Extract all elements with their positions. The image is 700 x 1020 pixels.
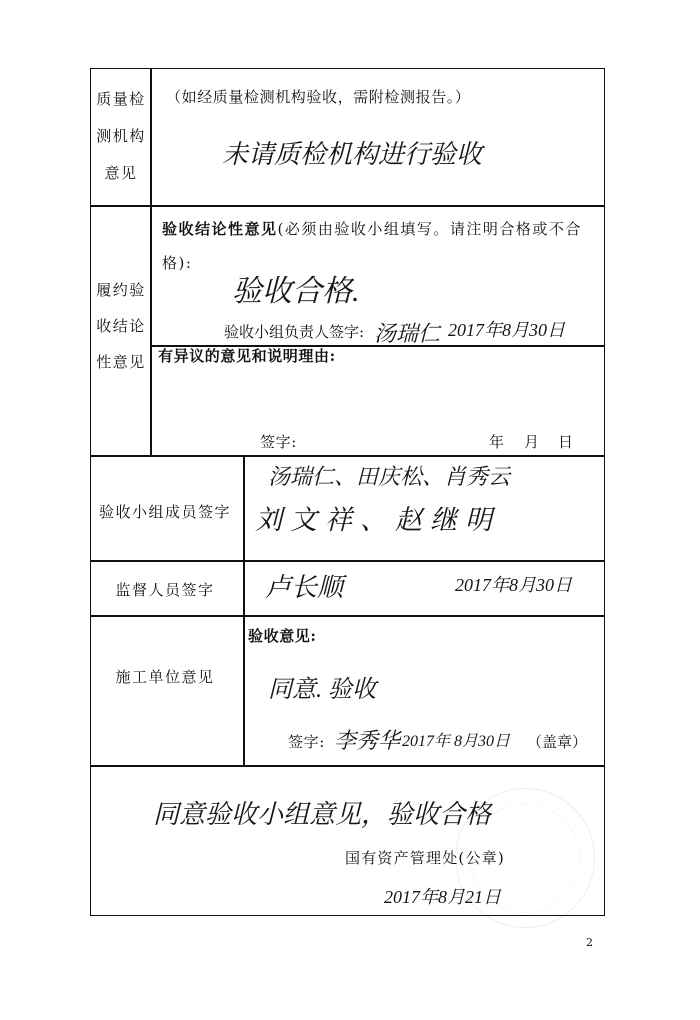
supervisor-date: 2017年8月30日 <box>455 575 572 595</box>
quality-inspection-handwritten-opinion: 未请质检机构进行验收 <box>222 140 483 169</box>
conclusion-handwritten-opinion: 验收合格. <box>232 275 360 308</box>
leader-signature: 汤瑞仁 <box>374 321 441 346</box>
objection-sign-label: 签字: <box>260 433 297 451</box>
contractor-signature: 李秀华 <box>334 728 401 753</box>
members-signatures-line1: 汤瑞仁、田庆松、肖秀云 <box>268 464 511 489</box>
members-signatures-line2: 刘文祥、赵继明 <box>255 505 500 535</box>
objection-year-label: 年 <box>489 433 505 451</box>
members-label: 验收小组成员签字 <box>98 503 231 521</box>
objection-day-label: 日 <box>558 433 574 451</box>
objection-heading: 有异议的意见和说明理由: <box>158 347 336 365</box>
quality-inspection-note: （如经质量检测机构验收，需附检测报告。） <box>166 88 471 106</box>
row-divider <box>90 205 605 207</box>
contractor-handwritten-opinion: 同意. 验收 <box>268 677 376 703</box>
conclusion-label <box>90 272 152 380</box>
asset-office-handwritten-opinion: 同意验收小组意见，验收合格 <box>153 800 492 829</box>
label-line: 收结论 <box>96 317 146 335</box>
row-divider <box>90 615 605 617</box>
label-line: 质量检 <box>96 90 146 108</box>
contractor-heading: 验收意见: <box>248 627 317 645</box>
conclusion-heading: 验收结论性意见 <box>162 220 278 238</box>
contractor-date: 2017年 8月30日 <box>402 733 511 750</box>
conclusion-instruction-paragraph <box>162 212 602 280</box>
label-line: 性意见 <box>96 353 146 371</box>
page-number: 2 <box>586 936 594 949</box>
leader-date: 2017年8月30日 <box>448 320 565 340</box>
contractor-label: 施工单位意见 <box>115 668 215 686</box>
contractor-sign-label: 签字: <box>288 733 325 751</box>
asset-office-name: 国有资产管理处(公章) <box>345 849 505 867</box>
label-line: 测机构 <box>96 127 146 145</box>
contractor-stamp-note: （盖章） <box>527 733 588 751</box>
row-divider <box>90 560 605 562</box>
leader-sign-label: 验收小组负责人签字: <box>224 323 365 341</box>
objection-month-label: 月 <box>524 433 540 451</box>
label-column-divider <box>243 455 245 765</box>
label-line: 意见 <box>104 164 138 182</box>
label-line: 履约验 <box>96 281 146 299</box>
row-divider <box>90 765 605 767</box>
conclusion-instruction: (必须由验收小组填写。请注明合格或不合格): <box>162 220 582 272</box>
row-divider <box>90 455 605 457</box>
supervisor-label: 监督人员签字 <box>115 581 215 599</box>
asset-office-date: 2017年8月21日 <box>384 887 501 907</box>
supervisor-signature: 卢长顺 <box>265 573 344 602</box>
quality-inspection-label <box>90 81 152 192</box>
